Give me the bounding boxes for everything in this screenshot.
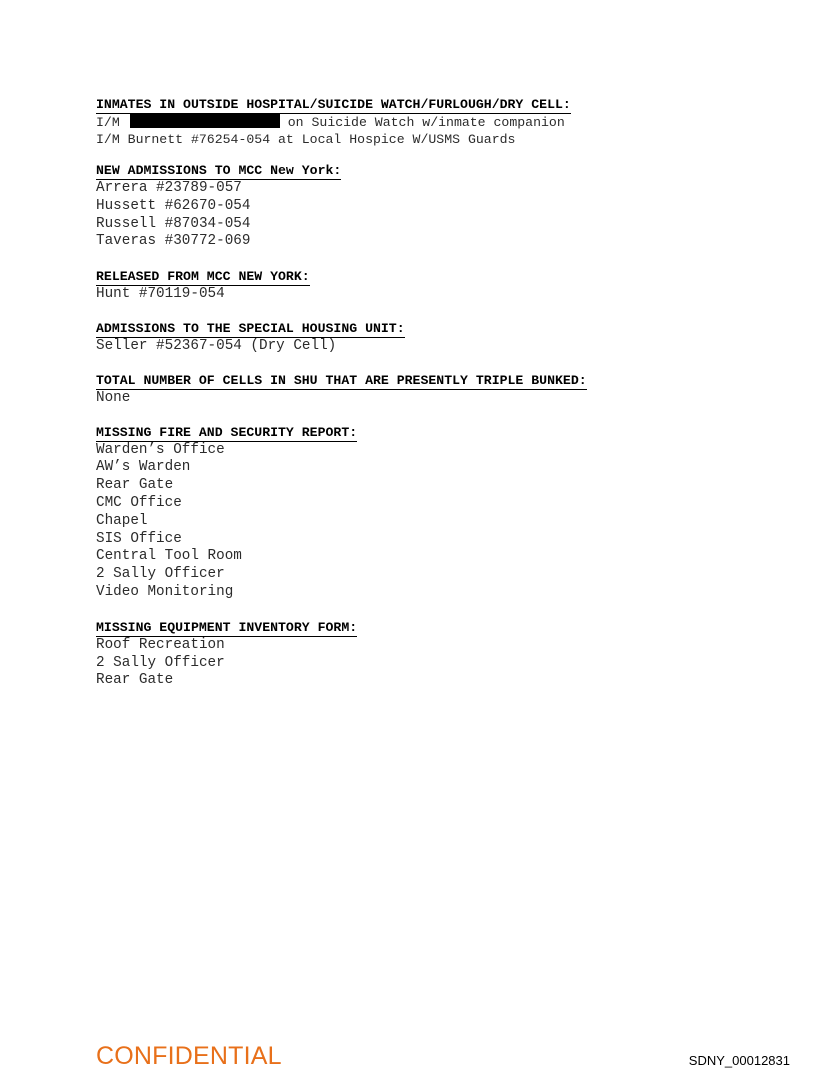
list-item: 2 Sally Officer (96, 566, 225, 583)
list-item: Chapel (96, 512, 148, 529)
list-item: Video Monitoring (96, 583, 234, 600)
bates-number: SDNY_00012831 (688, 1053, 790, 1068)
section-new-admissions (96, 162, 706, 251)
section-missing-fire-security (96, 424, 706, 602)
section-heading: RELEASED FROM MCC NEW YORK: (96, 269, 310, 285)
list-item: Warden’s Office (96, 441, 225, 458)
list-item: SIS Office (96, 530, 182, 547)
list-item: Taveras #30772-069 (96, 233, 251, 250)
list-item: Hunt #70119-054 (96, 286, 225, 303)
list-item: Rear Gate (96, 477, 174, 494)
section-triple-bunked (96, 372, 706, 408)
section-heading: NEW ADMISSIONS TO MCC New York: (96, 163, 342, 178)
list-item: None (96, 389, 131, 406)
redaction-box (130, 114, 280, 128)
list-item: 2 Sally Officer (96, 654, 225, 671)
list-item: Russell #87034-054 (96, 215, 251, 232)
section-released (96, 268, 706, 304)
section-outside-hospital (96, 96, 706, 148)
list-item: AW’s Warden (96, 459, 191, 476)
list-item: Hussett #62670-054 (96, 197, 251, 214)
section-heading: ADMISSIONS TO THE SPECIAL HOUSING UNIT: (96, 320, 405, 336)
section-heading: INMATES IN OUTSIDE HOSPITAL/SUICIDE WATCH/FURLOUGH/DRY CELL: (96, 97, 571, 112)
section-heading: MISSING FIRE AND SECURITY REPORT: (96, 424, 358, 440)
section-shu-admissions (96, 320, 706, 356)
redacted-inmate-line: I/M on Suicide Watch w/inmate companion (96, 115, 565, 130)
section-heading: TOTAL NUMBER OF CELLS IN SHU THAT ARE PRESENTLY TRIPLE BUNKED: (96, 372, 587, 388)
list-item: I/M Burnett #76254-054 at Local Hospice W/USMS Guards (96, 132, 516, 147)
list-item: Rear Gate (96, 672, 174, 689)
section-missing-equipment (96, 619, 706, 690)
list-item: Seller #52367-054 (Dry Cell) (96, 337, 337, 354)
document-body (96, 96, 706, 706)
list-item: CMC Office (96, 494, 182, 511)
section-heading: MISSING EQUIPMENT INVENTORY FORM: (96, 619, 358, 635)
list-item: Central Tool Room (96, 548, 242, 565)
confidential-label: CONFIDENTIAL (96, 1042, 282, 1070)
list-item: Roof Recreation (96, 636, 225, 653)
list-item: Arrera #23789-057 (96, 180, 242, 196)
